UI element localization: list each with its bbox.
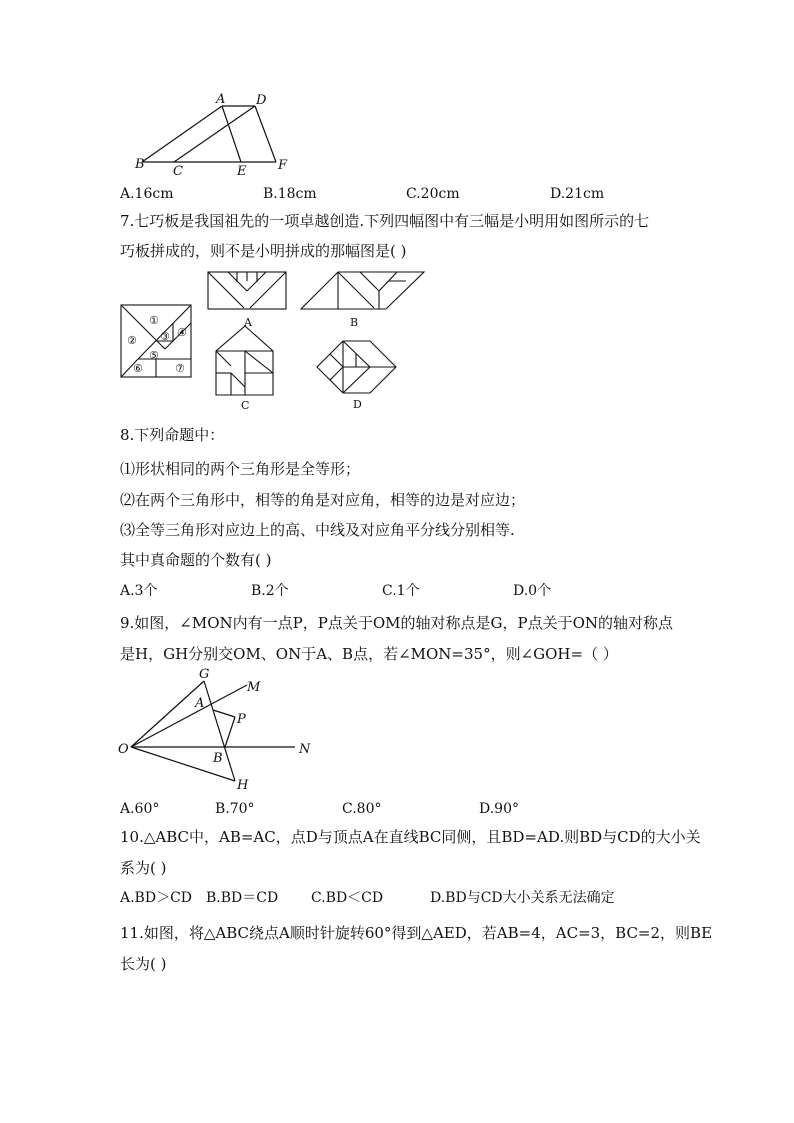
q6-option-c[interactable]: C.20cm [406,186,460,202]
tangram-figure-b [300,271,426,331]
piece-3: ③ [160,330,170,343]
tangram-figure-a [207,271,289,331]
q9-label-G: G [199,667,210,682]
fig-b-label: B [350,316,359,329]
q9-label-N: N [299,742,311,757]
q9-label-B: B [213,751,223,766]
q10-option-b[interactable]: B.BD＝CD [206,890,279,906]
piece-7: ⑦ [175,362,185,375]
q8-option-a[interactable]: A.3个 [120,583,158,599]
q9-label-H: H [237,778,249,793]
q9-option-c[interactable]: C.80° [342,801,382,817]
fig-a-label: A [244,316,252,329]
label-E: E [237,164,247,179]
q8-statement-2: ⑵在两个三角形中，相等的角是对应角，相等的边是对应边； [120,491,526,509]
q9-option-a[interactable]: A.60° [120,801,160,817]
q9-figure [115,665,315,795]
q11-stem-line1: 11.如图，将△ABC绕点A顺时针旋转60°得到△AED，若AB=4，AC=3，BC=2，则BE [120,924,713,942]
q8-statement-1: ⑴形状相同的两个三角形是全等形； [120,460,361,478]
q9-option-b[interactable]: B.70° [215,801,255,817]
q6-figure [130,92,300,177]
q11-stem-line2: 长为( ) [120,955,167,973]
q7-stem-line1: 7.七巧板是我国祖先的一项卓越创造.下列四幅图中有三幅是小明用如图所示的七 [120,212,650,230]
piece-2: ② [127,334,137,347]
q9-label-M: M [247,680,261,695]
q9-option-d[interactable]: D.90° [479,801,519,817]
q10-option-d[interactable]: D.BD与CD大小关系无法确定 [430,890,615,906]
q7-stem-line2: 巧板拼成的，则不是小明拼成的那幅图是( ) [120,242,407,260]
q10-option-c[interactable]: C.BD＜CD [311,890,384,906]
q10-option-a[interactable]: A.BD＞CD [120,890,193,906]
label-B: B [135,157,145,172]
fig-d-label: D [353,398,362,411]
q8-option-c[interactable]: C.1个 [382,583,420,599]
q9-label-A: A [195,696,205,711]
tangram-figure-d [316,340,398,412]
q6-option-b[interactable]: B.18cm [263,186,317,202]
q8-question: 其中真命题的个数有( ) [120,551,272,569]
q10-stem-line1: 10.△ABC中，AB=AC，点D与顶点A在直线BC同侧，且BD=AD.则BD与CD的大小关 [120,828,701,846]
piece-1: ① [149,314,159,327]
q6-option-a[interactable]: A.16cm [120,186,174,202]
q8-option-b[interactable]: B.2个 [251,583,289,599]
q8-title: 8.下列命题中： [120,426,225,444]
q9-label-O: O [118,742,129,757]
piece-5: ⑤ [149,349,159,362]
label-C: C [173,164,183,179]
q10-stem-line2: 系为( ) [120,859,167,877]
label-F: F [278,158,288,173]
q8-statement-3: ⑶全等三角形对应边上的高、中线及对应角平分线分别相等. [120,521,515,539]
piece-4: ④ [177,326,187,339]
q6-option-d[interactable]: D.21cm [550,186,605,202]
label-A: A [216,92,226,107]
q9-stem-line2: 是H，GH分别交OM、ON于A、B点，若∠MON=35°，则∠GOH=（ ） [120,645,618,663]
piece-6: ⑥ [133,362,143,375]
q8-option-d[interactable]: D.0个 [513,583,552,599]
tangram-figure-c [215,325,277,413]
q9-label-P: P [237,712,246,727]
label-D: D [256,93,267,108]
tangram-square [120,304,192,378]
q9-stem-line1: 9.如图，∠MON内有一点P，P点关于OM的轴对称点是G，P点关于ON的轴对称点 [120,614,674,632]
fig-c-label: C [241,399,250,412]
